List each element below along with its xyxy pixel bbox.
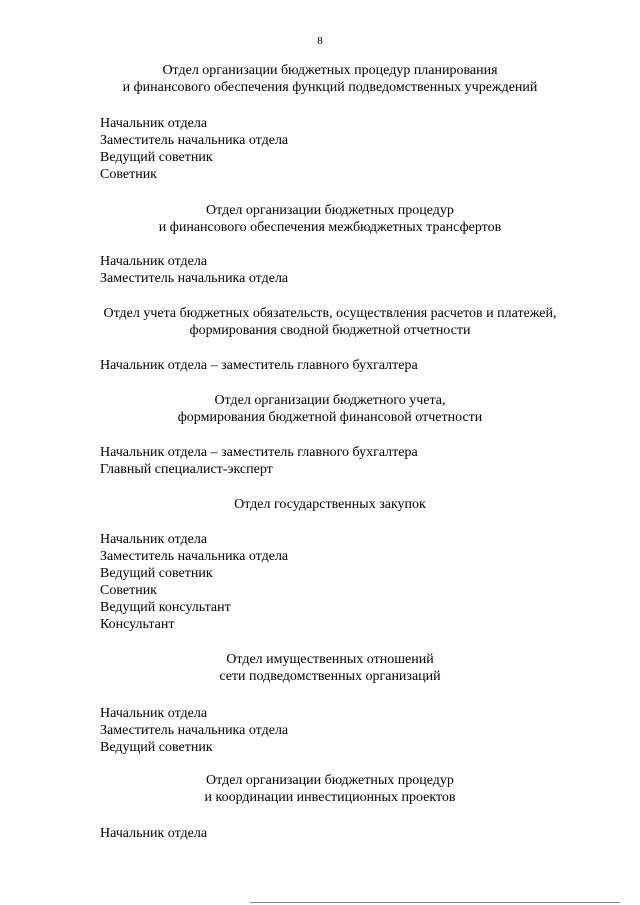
position-item: Заместитель начальника отдела [100,271,289,286]
position-item: Заместитель начальника отдела [100,133,289,148]
section-heading [60,202,600,236]
position-item: Консультант [100,617,175,632]
position-item: Начальник отдела [100,706,208,721]
position-item: Начальник отдела [100,254,208,269]
heading-line: Отдел государственных закупок [234,497,426,512]
section-heading [60,62,600,96]
heading-line: и финансового обеспечения функций подведомственных учреждений [122,80,538,95]
section-heading [60,651,600,685]
page-number: 8 [317,35,323,47]
position-item: Советник [100,583,157,598]
heading-line: формирования бюджетной финансовой отчетности [177,410,483,425]
position-list [100,444,580,478]
position-item: Начальник отдела [100,826,208,841]
position-item: Начальник отдела – заместитель главного бухгалтера [100,358,418,373]
position-item: Ведущий советник [100,566,213,581]
heading-line: и финансового обеспечения межбюджетных трансфертов [158,220,502,235]
heading-line: сети подведомственных организаций [219,669,441,684]
section-heading [60,496,600,513]
heading-line: Отдел учета бюджетных обязательств, осуществления расчетов и платежей, [103,306,557,321]
position-item: Заместитель начальника отдела [100,723,289,738]
position-list [100,253,580,287]
position-item: Ведущий консультант [100,600,231,615]
position-item: Главный специалист-эксперт [100,462,273,477]
position-item: Ведущий советник [100,740,213,755]
position-item: Начальник отдела – заместитель главного бухгалтера [100,445,418,460]
heading-line: формирования сводной бюджетной отчетности [189,323,471,338]
position-item: Начальник отдела [100,532,208,547]
position-list [100,705,580,756]
heading-line: Отдел имущественных отношений [226,652,434,667]
scan-edge-divider [250,902,620,903]
position-item: Советник [100,167,157,182]
section-heading [60,392,600,426]
heading-line: Отдел организации бюджетных процедур планирования [162,63,498,78]
section-heading [60,772,600,806]
heading-line: Отдел организации бюджетных процедур [206,773,454,788]
section-heading [60,305,600,339]
heading-line: Отдел организации бюджетного учета, [214,393,446,408]
position-item: Начальник отдела [100,116,208,131]
position-list [100,115,580,183]
heading-line: и координации инвестиционных проектов [204,790,456,805]
position-list [100,531,580,633]
position-item: Заместитель начальника отдела [100,549,289,564]
position-list [100,825,580,842]
position-item: Ведущий советник [100,150,213,165]
position-list [100,357,580,374]
heading-line: Отдел организации бюджетных процедур [206,203,454,218]
